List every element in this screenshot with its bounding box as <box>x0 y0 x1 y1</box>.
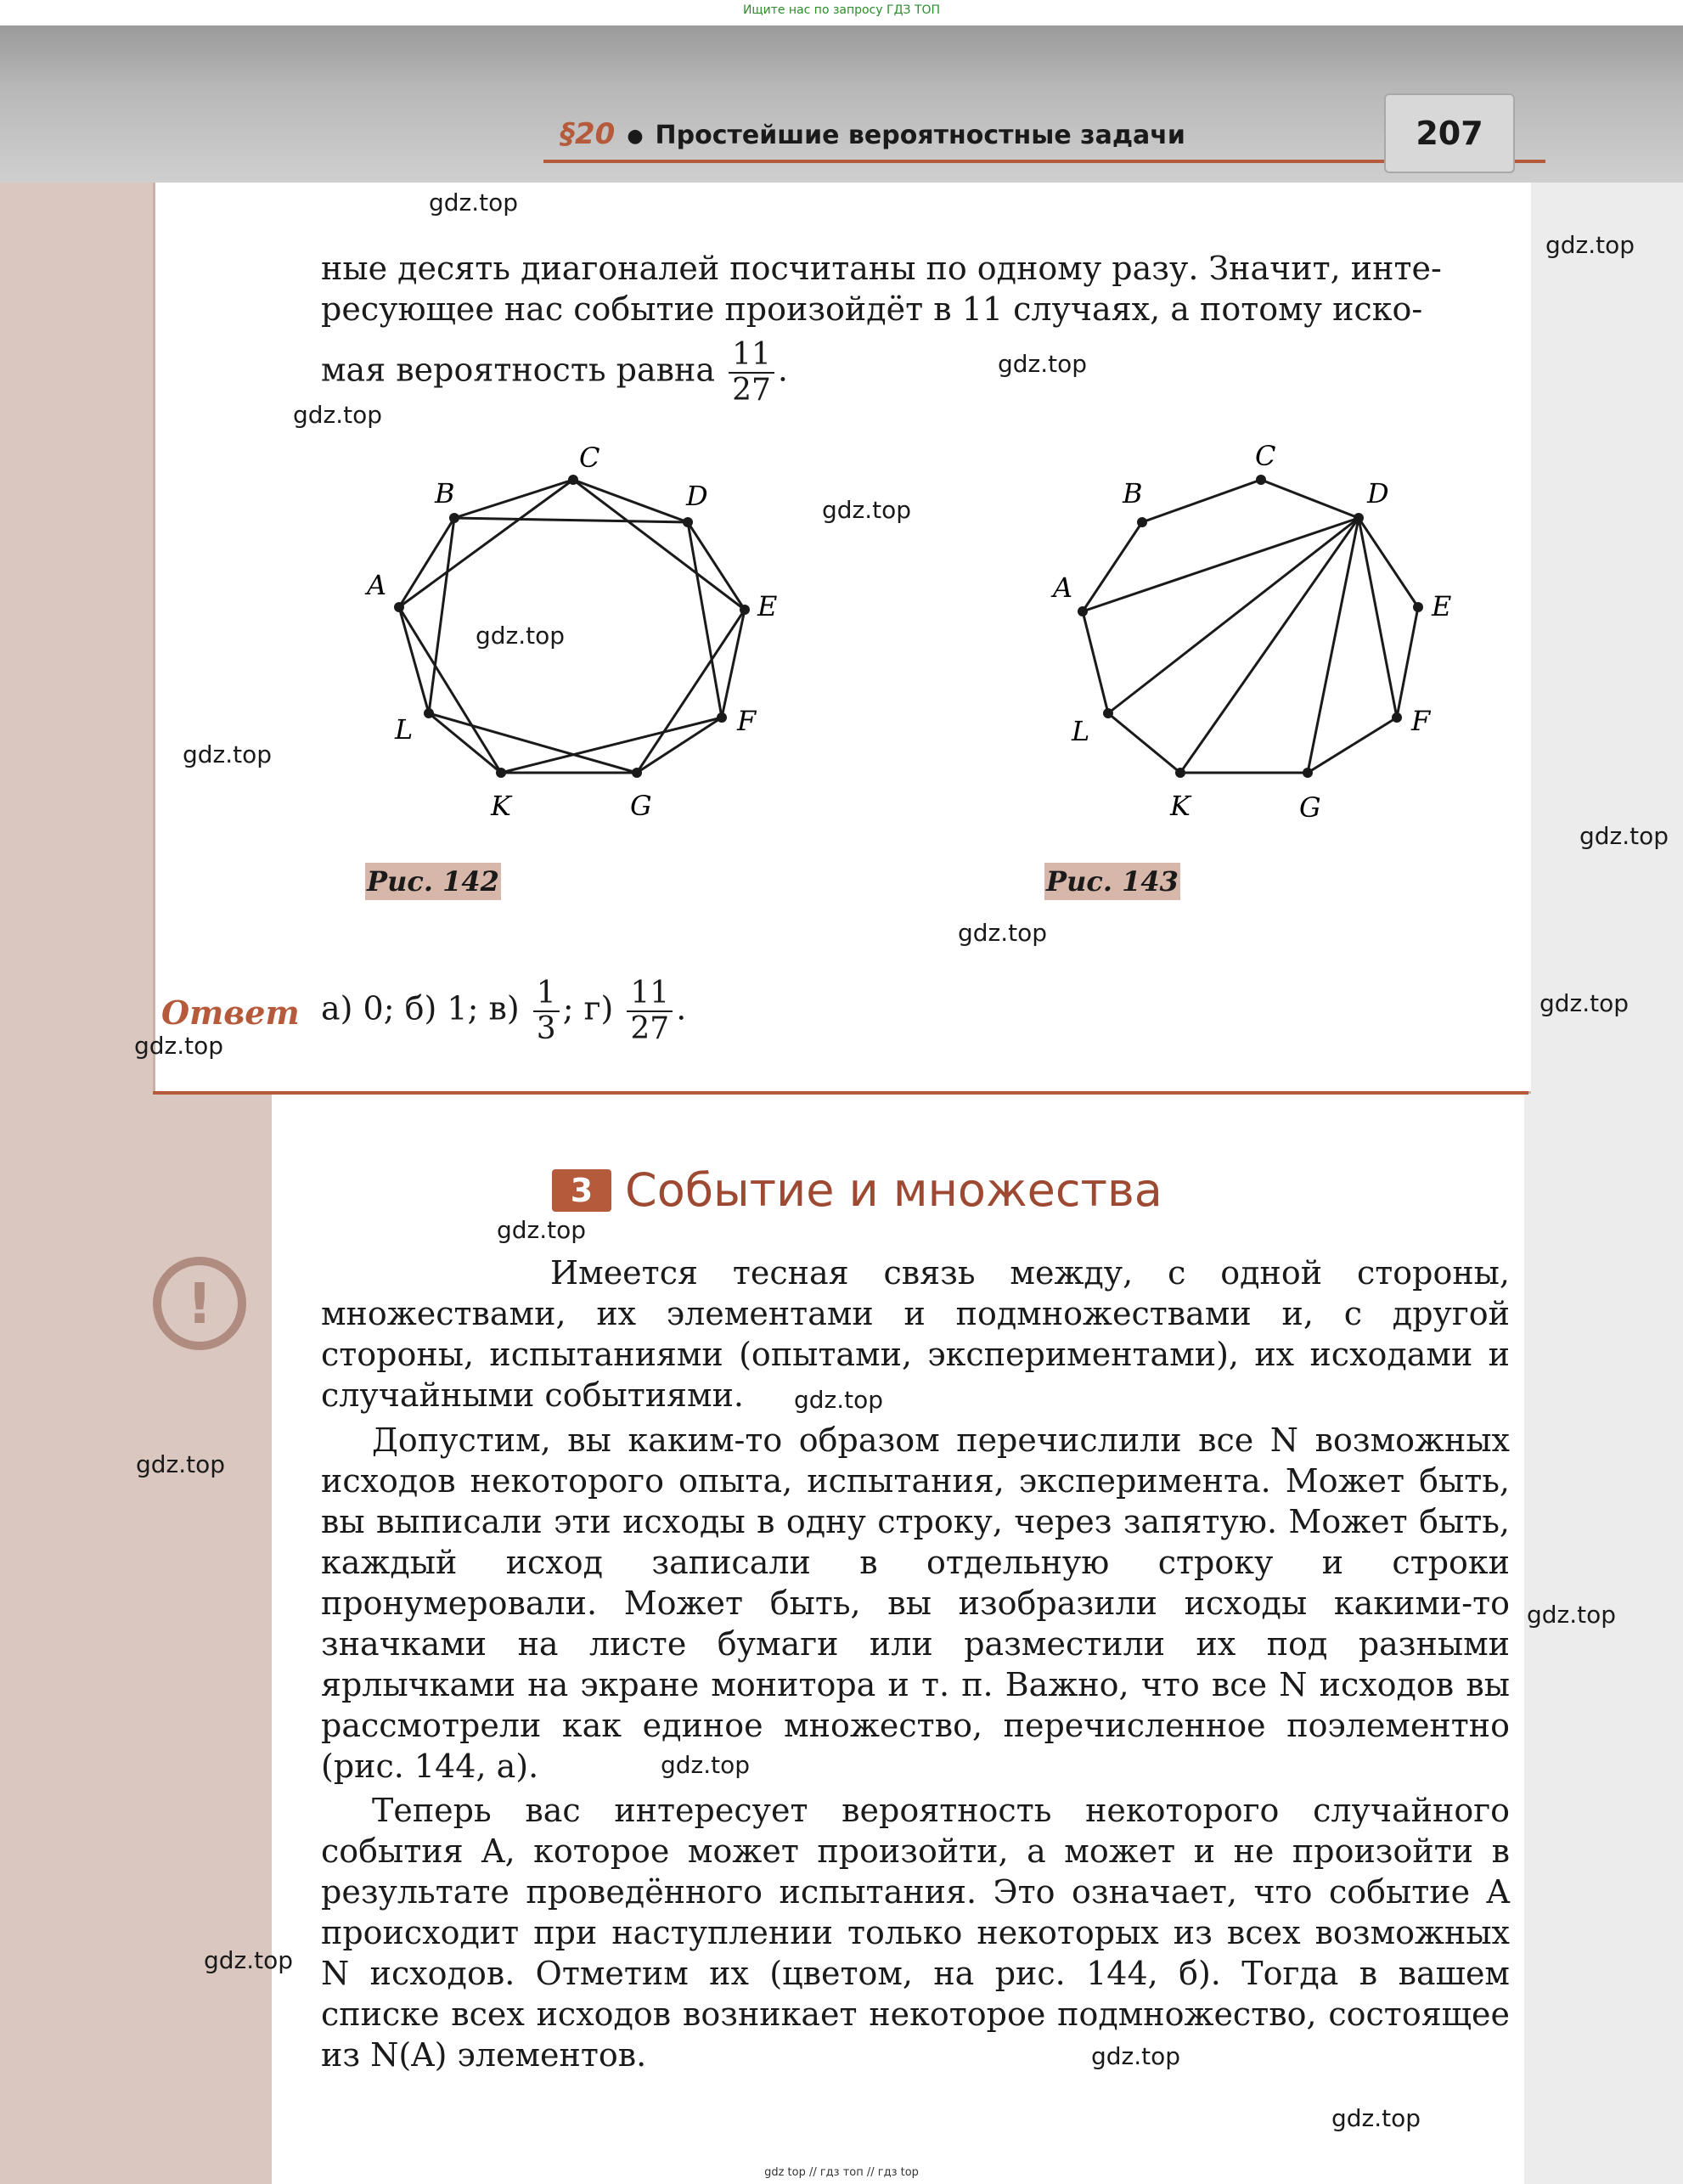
bottom-link[interactable]: gdz top // гдз топ // гдз top <box>764 2166 919 2179</box>
fraction-numerator: 1 <box>533 977 560 1012</box>
vertex-label-f: F <box>737 705 757 737</box>
section-title: Простейшие вероятностные задачи <box>655 121 1185 150</box>
section-3-title: Событие и множества <box>625 1163 1162 1217</box>
nonagon-outline <box>1083 480 1418 773</box>
figure-143 <box>1044 442 1486 832</box>
fraction-11-27 <box>729 338 774 408</box>
vertex-label-d: D <box>1367 477 1389 509</box>
diagonal-dl <box>1108 518 1359 713</box>
section-3-heading <box>552 1163 1162 1217</box>
fraction-11-27 <box>627 977 673 1046</box>
fraction-denominator: 3 <box>536 1011 556 1046</box>
vertex-label-a: A <box>367 569 387 601</box>
vertex-label-g: G <box>1299 791 1321 824</box>
answer-label: Ответ <box>161 993 300 1032</box>
watermark: gdz.top <box>1539 989 1630 1017</box>
figure-143-caption: Рис. 143 <box>1044 863 1180 900</box>
answer-part-a: а) 0; б) 1; в) <box>321 989 520 1027</box>
paragraph-1: Имеется тесная связь между, с одной стороны, множествами, их элементами и подмножествами и, с другой стороны, испытаниями (опытами, экспериментами), их исходами и случайными событиями. <box>321 1254 1510 1414</box>
answer-text <box>321 977 686 1046</box>
vertex-label-b: B <box>1123 477 1143 509</box>
text-line-1: ные десять диагоналей посчитаны по одному разу. Значит, инте- <box>321 250 1442 287</box>
bullet-icon: ● <box>627 126 644 147</box>
figure-142-caption: Рис. 142 <box>365 863 501 900</box>
vertex-label-k: K <box>491 790 511 822</box>
left-margin-strip-lower <box>153 1091 272 2184</box>
text-line-2: ресующее нас событие произойдёт в 11 случаях, а потому иско- <box>321 290 1423 328</box>
fraction-numerator: 11 <box>729 338 774 374</box>
top-link[interactable]: Ищите нас по запросу ГДЗ ТОП <box>742 3 941 17</box>
section-badge: 3 <box>552 1169 611 1212</box>
example-box-divider <box>153 1091 1528 1095</box>
paragraph-3: Теперь вас интересует вероятность некоторого случайного события A, которое может произойти, а может и не произойти в результате проведённого испытания. Это означает, что событие A происходит при наступлении только некоторых из всех возможных N исходов. Отметим их (цветом, на рис. 144, б). Тогда в вашем списке всех исходов возникает некоторое подмножество, состоящее из N(A) элементов. <box>321 1792 1510 2074</box>
fraction-denominator: 27 <box>630 1011 670 1046</box>
running-header <box>560 117 1185 151</box>
exclamation-icon: ! <box>153 1257 246 1350</box>
figure-142 <box>357 442 815 832</box>
watermark: gdz.top <box>134 1032 224 1060</box>
vertex-label-e: E <box>1432 590 1452 622</box>
watermark: gdz.top <box>293 401 383 429</box>
vertex-label-e: E <box>757 590 778 622</box>
vertex-label-k: K <box>1170 790 1190 822</box>
watermark: gdz.top <box>183 740 273 768</box>
watermark: gdz.top <box>822 496 912 524</box>
watermark: gdz.top <box>429 189 519 217</box>
watermark: gdz.top <box>1527 1601 1617 1629</box>
answer-part-b: ; г) <box>562 989 614 1027</box>
vertex-label-g: G <box>630 790 652 822</box>
watermark: gdz.top <box>958 919 1048 947</box>
watermark: gdz.top <box>1545 231 1635 259</box>
watermark: gdz.top <box>794 1386 884 1414</box>
watermark: gdz.top <box>497 1216 587 1244</box>
watermark: gdz.top <box>1331 2104 1421 2132</box>
diagonal-da <box>1083 518 1359 611</box>
answer-part-c: . <box>676 989 687 1027</box>
vertex-label-l: L <box>1072 715 1090 747</box>
watermark: gdz.top <box>661 1751 751 1779</box>
text-line-3 <box>321 338 788 408</box>
vertex-label-d: D <box>686 480 708 512</box>
nonagon-outline <box>399 480 745 773</box>
right-margin-strip <box>1524 183 1683 2184</box>
vertex-label-b: B <box>435 477 455 509</box>
section-number: §20 <box>560 117 616 151</box>
page-number: 207 <box>1384 93 1515 173</box>
vertex-label-f: F <box>1411 705 1431 737</box>
vertex-label-a: A <box>1053 571 1073 604</box>
watermark: gdz.top <box>1091 2042 1181 2070</box>
fraction-1-3 <box>533 977 560 1046</box>
watermark: gdz.top <box>204 1946 294 1974</box>
fraction-denominator: 27 <box>732 373 771 408</box>
vertex-label-l: L <box>395 713 414 746</box>
watermark: gdz.top <box>1579 822 1669 850</box>
left-margin-strip <box>0 183 153 2184</box>
watermark: gdz.top <box>136 1450 226 1478</box>
vertex-label-c: C <box>579 442 600 474</box>
watermark: gdz.top <box>998 350 1088 378</box>
vertex-label-c: C <box>1255 442 1276 472</box>
fraction-numerator: 11 <box>627 977 673 1012</box>
text-line-3-suffix: . <box>777 351 788 389</box>
text-line-3-prefix: мая вероятность равна <box>321 351 715 389</box>
watermark: gdz.top <box>476 622 566 650</box>
paragraph-2: Допустим, вы каким-то образом перечислили все N возможных исходов некоторого опыта, испытания, эксперимента. Может быть, вы выписали эти исходы в одну строку, через запятую. Может быть, каждый исход записали в отдельную строку и строки пронумеровали. Может быть, вы изобразили исходы какими-то значками на листе бумаги или разместили их под разными ярлычками на экране монитора и т. п. Важно, что все N исходов вы рассмотрели как единое множество, перечисленное поэлементно (рис. 144, а). <box>321 1421 1510 1785</box>
